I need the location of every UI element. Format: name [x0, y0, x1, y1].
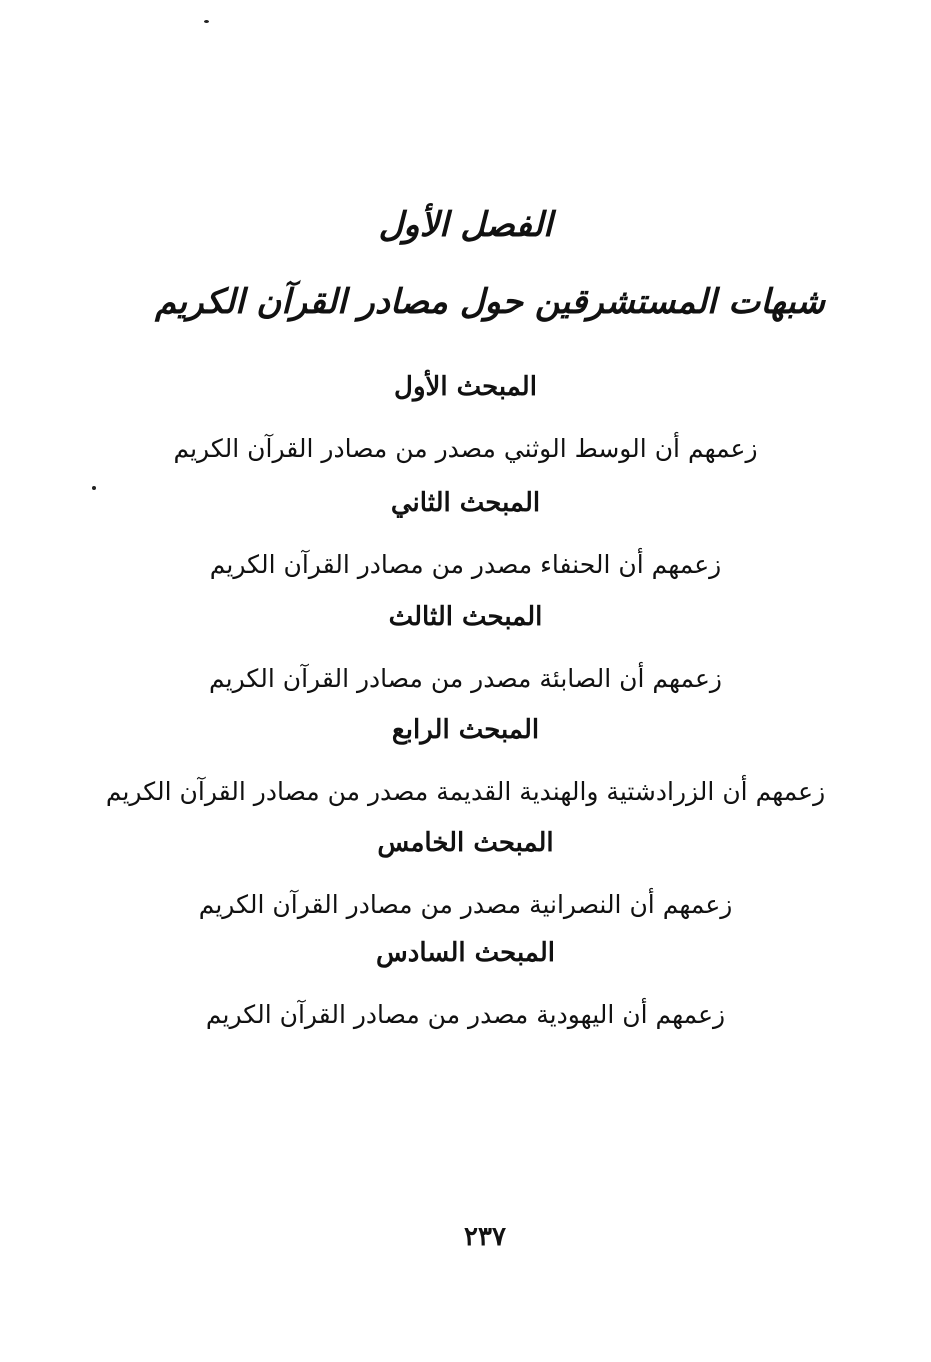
section-heading: المبحث السادس	[376, 938, 555, 968]
section-heading: المبحث الخامس	[377, 828, 554, 858]
section-heading: المبحث الثالث	[388, 602, 543, 632]
page-number: ٢٣٧	[464, 1222, 506, 1252]
chapter-subtitle: شبهات المستشرقين حول مصادر القرآن الكريم	[154, 282, 826, 322]
section-heading: المبحث الثاني	[390, 488, 541, 518]
section-description: زعمهم أن النصرانية مصدر من مصادر القرآن الكريم	[198, 890, 733, 919]
section-description: زعمهم أن الزرادشتية والهندية القديمة مصدر من مصادر القرآن الكريم	[105, 777, 826, 806]
section-4	[0, 705, 931, 823]
section-heading: المبحث الرابع	[391, 715, 540, 745]
section-2	[0, 478, 931, 596]
section-1	[0, 362, 931, 480]
chapter-title: الفصل الأول	[378, 205, 553, 245]
section-6	[0, 928, 931, 1046]
section-3	[0, 592, 931, 710]
section-description: زعمهم أن اليهودية مصدر من مصادر القرآن الكريم	[205, 1000, 726, 1029]
section-description: زعمهم أن الوسط الوثني مصدر من مصادر القرآن الكريم	[173, 434, 758, 463]
section-5	[0, 818, 931, 936]
section-description: زعمهم أن الحنفاء مصدر من مصادر القرآن الكريم	[209, 550, 722, 579]
section-heading: المبحث الأول	[394, 372, 537, 402]
scan-speck	[204, 20, 209, 23]
section-description: زعمهم أن الصابئة مصدر من مصادر القرآن الكريم	[209, 664, 722, 693]
